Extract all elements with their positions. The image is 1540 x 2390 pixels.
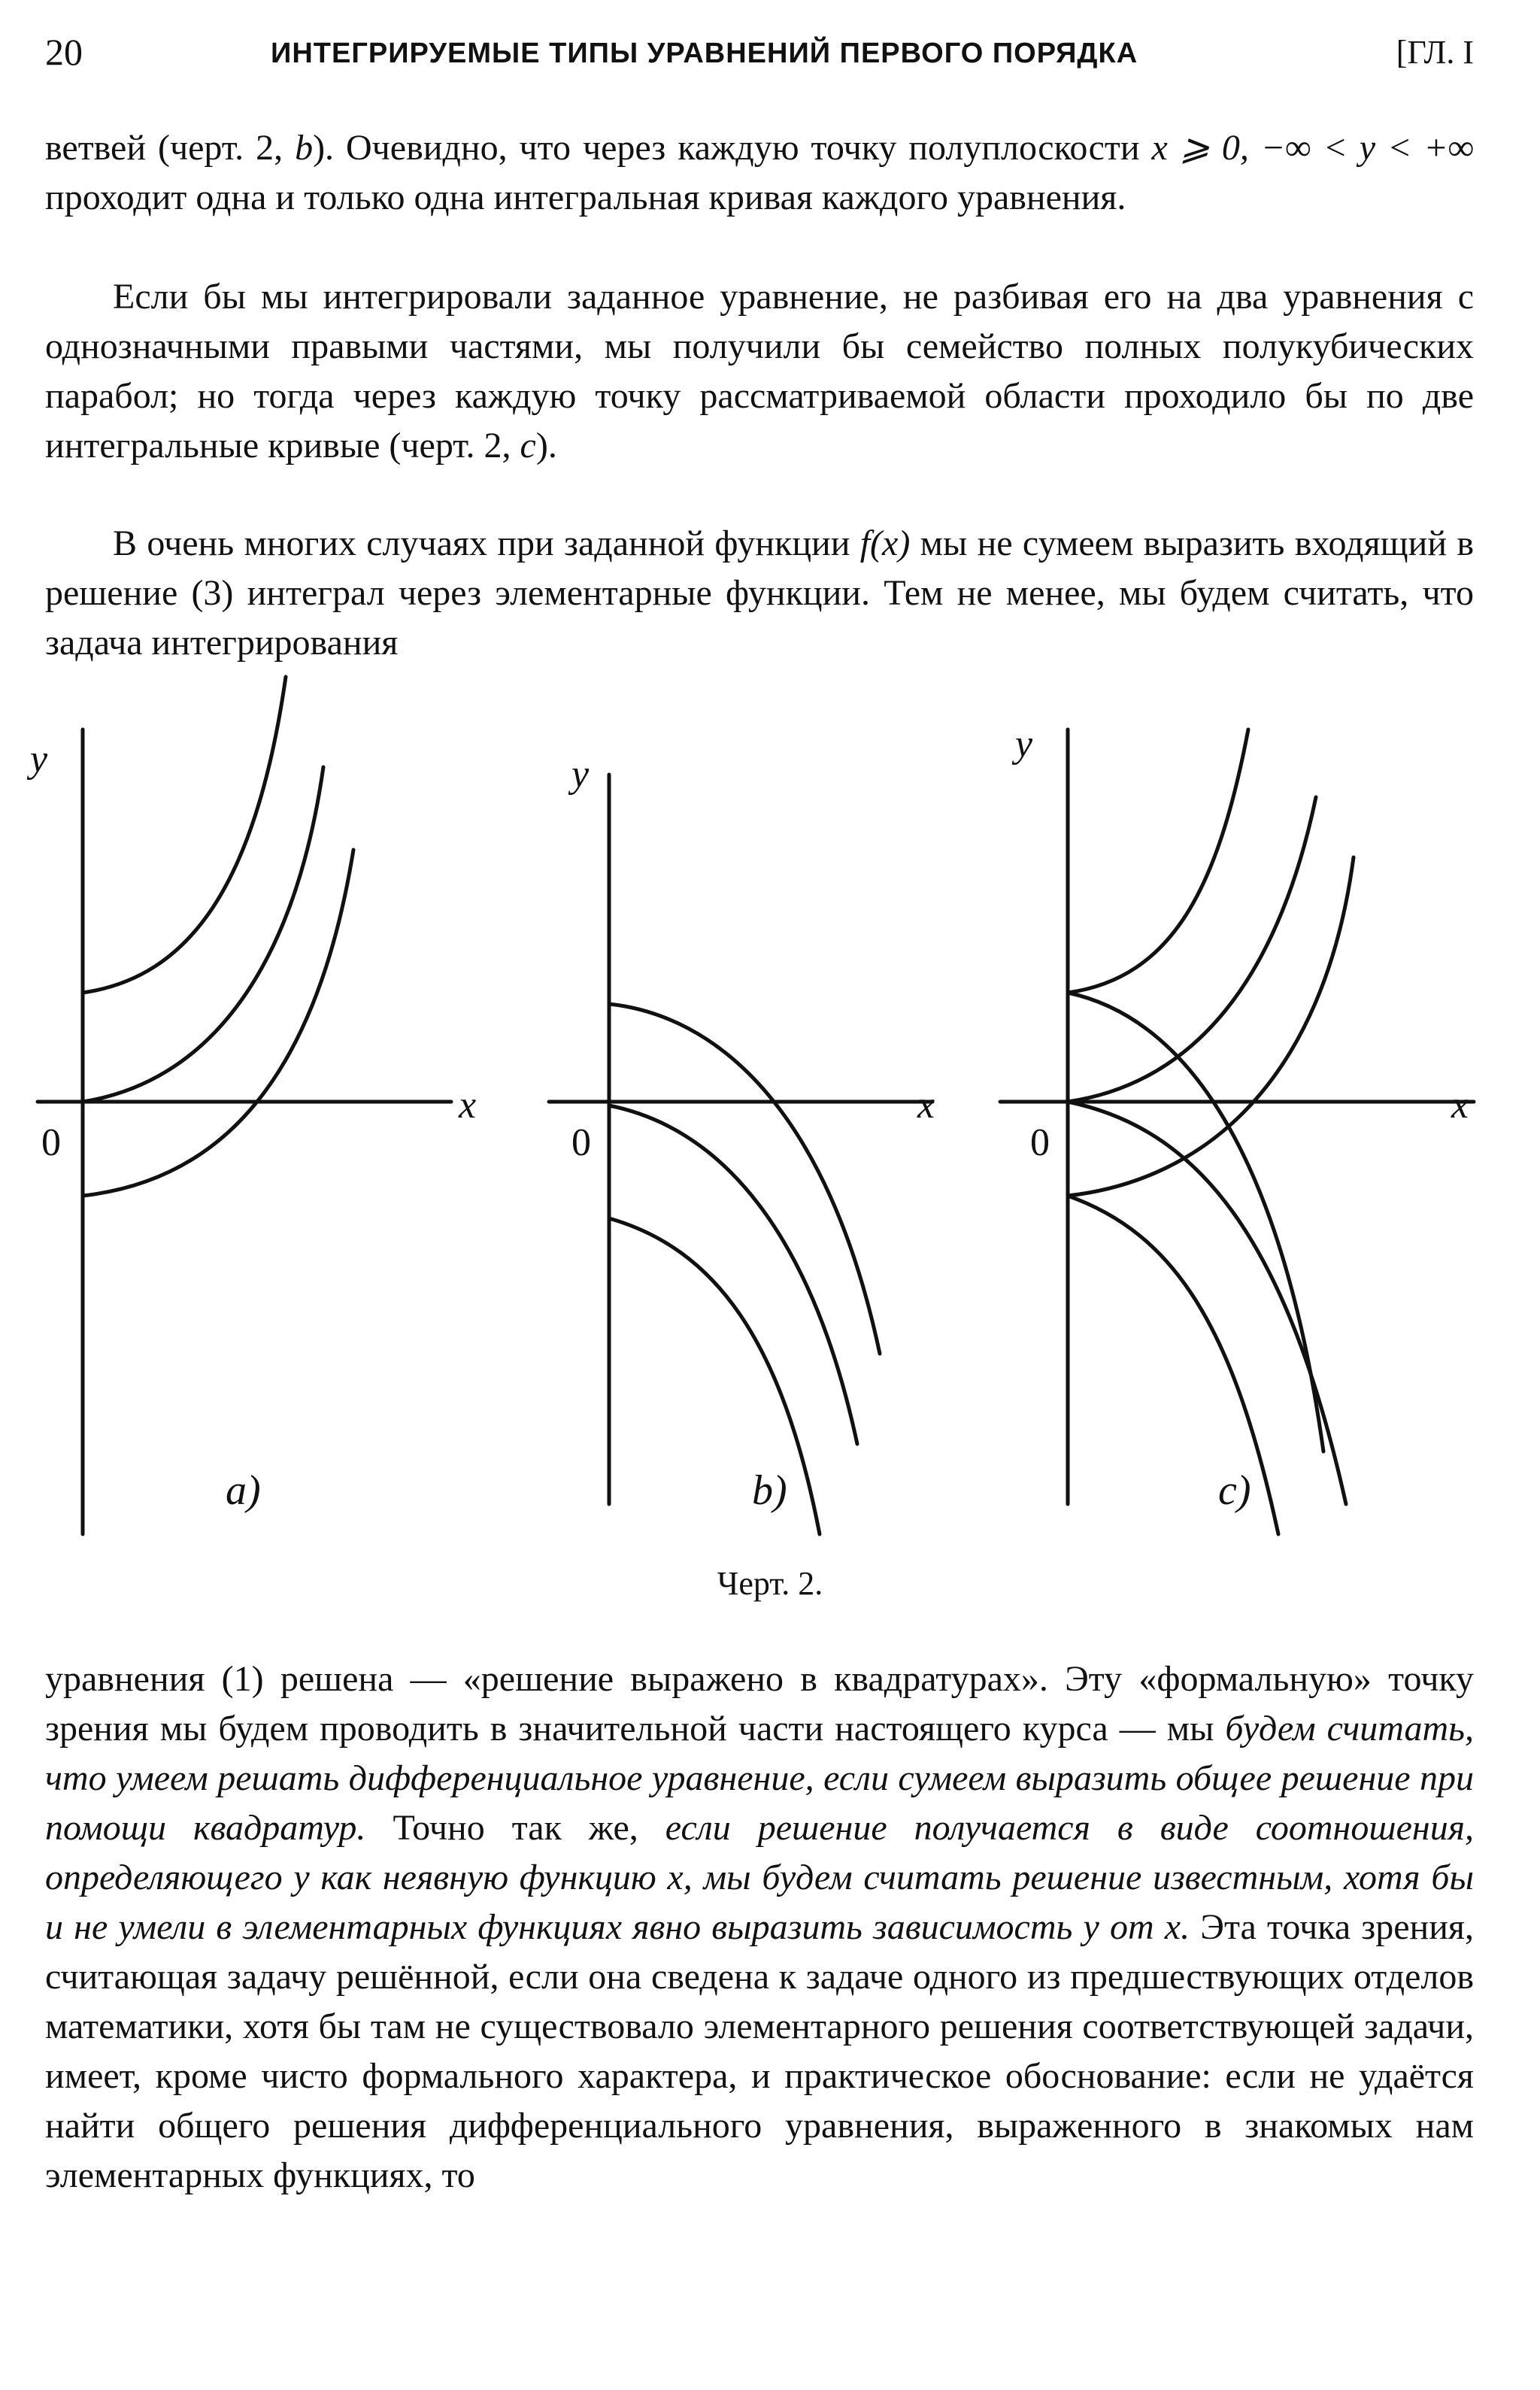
text: ветвей (черт. 2, — [45, 128, 296, 168]
page-number: 20 — [45, 31, 83, 73]
paragraph-2 — [45, 272, 1474, 471]
curve-b-3 — [609, 1218, 820, 1534]
y-axis-label-c: y — [1015, 723, 1033, 766]
origin-label-b: 0 — [571, 1121, 591, 1164]
y-axis-label-b: y — [571, 753, 590, 796]
panel-c-curves — [1000, 729, 1474, 1534]
emphasis-text: если решение получается в виде соотношения, определяющего y как неявную функцию x, мы будем считать решение известным, хотя бы и не умели в элементарных функциях явно выразить зависимость y от x. — [45, 1808, 1475, 1947]
text: Точно так же, — [365, 1808, 665, 1848]
origin-label-a: 0 — [41, 1121, 61, 1164]
text: b — [295, 128, 314, 168]
text: ). — [535, 426, 557, 466]
running-title: ИНТЕГРИРУЕМЫЕ ТИПЫ УРАВНЕНИЙ ПЕРВОГО ПОРЯДКА — [271, 38, 1138, 69]
inline-math: f(x) — [859, 523, 911, 563]
text: c — [520, 426, 536, 466]
figure-2 — [0, 662, 1540, 1654]
text: мы не сумеем выразить входящий в решение (3) интеграл через элементарные функции. Тем не менее, мы будем считать, что задача интегрирования — [45, 523, 1474, 663]
text: Если бы мы интегрировали заданное уравнение, не разбивая его на два уравнения с однозначными правыми частями, мы получили бы семейство полных полукубических парабол; но тогда через каждую точку рассматриваемой области проходило бы по две интегральные кривые (черт. 2, — [45, 277, 1474, 466]
text: В очень многих случаях при заданной функции — [113, 523, 860, 563]
x-axis-label-c: x — [1451, 1084, 1469, 1127]
figure-caption: Черт. 2. — [717, 1565, 823, 1602]
text: ). Очевидно, что через каждую точку полуплоскости — [313, 128, 1152, 168]
curve-b-2 — [609, 1106, 857, 1444]
chapter-mark: [ГЛ. I — [1396, 34, 1474, 71]
paragraph-4 — [45, 1654, 1474, 2200]
inline-math: x ⩾ 0, −∞ < y < +∞ — [1151, 128, 1474, 168]
curve-a-1 — [83, 677, 286, 993]
paragraph-1 — [45, 123, 1474, 223]
text: уравнения (1) решена — «решение выражено в квадратурах». Эту «формальную» точку зрения мы будем проводить в значительной части настоящего курса — мы — [45, 1659, 1474, 1749]
text: проходит одна и только одна интегральная кривая каждого уравнения. — [45, 177, 1126, 217]
x-axis-label-a: x — [459, 1084, 477, 1127]
text: Эта точка зрения, считающая задачу решённой, если она сведена к задаче одного из предшествующих отделов математики, хотя бы там не существовало элементарного решения соответствующей задачи, имеет, кроме чисто формального характера, и практическое обоснование: если не удаётся найти общего решения дифференциального уравнения, выраженного в знакомых нам элементарных функциях, то — [45, 1907, 1474, 2195]
origin-label-c: 0 — [1030, 1121, 1050, 1164]
panel-label-a: a) — [226, 1467, 261, 1514]
curve-c-up-2 — [1068, 797, 1316, 1102]
panel-a-curves — [38, 677, 451, 1534]
curve-b-1 — [609, 1004, 880, 1354]
panel-b-curves — [549, 775, 932, 1534]
curve-c-up-1 — [1068, 729, 1248, 993]
emphasis-text: будем считать, что умеем решать дифференциальное уравнение, если сумеем выразить общее решение при помощи квадратур. — [45, 1709, 1475, 1848]
figure-drawing — [0, 662, 1540, 1564]
running-head — [45, 30, 1474, 83]
panel-label-c: c) — [1218, 1467, 1251, 1514]
y-axis-label-a: y — [30, 738, 48, 781]
paragraph-3 — [45, 519, 1474, 668]
curve-a-2 — [83, 767, 323, 1102]
curve-c-down-2 — [1068, 1102, 1346, 1504]
panel-label-b: b) — [752, 1467, 787, 1514]
x-axis-label-b: x — [917, 1084, 935, 1127]
